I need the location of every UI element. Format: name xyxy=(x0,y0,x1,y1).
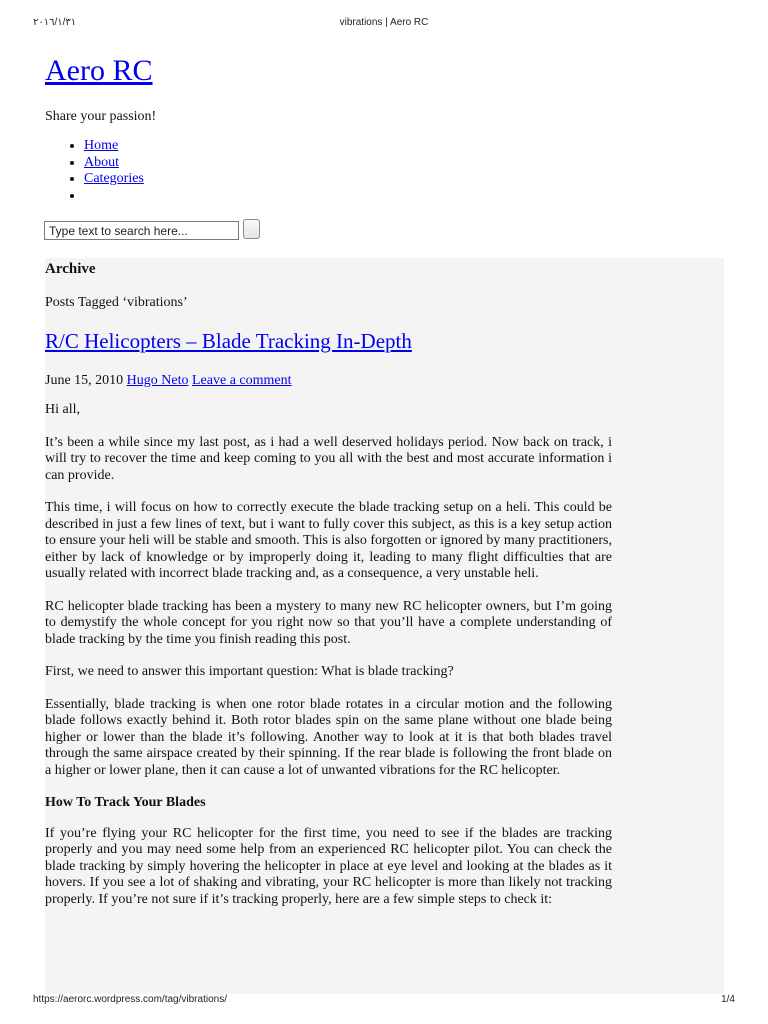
nav-item-about xyxy=(84,155,144,172)
archive-heading: Archive xyxy=(45,261,96,277)
post-title xyxy=(45,327,412,355)
print-url: https://aerorc.wordpress.com/tag/vibrations/ xyxy=(33,994,227,1005)
post-date: June 15, 2010 xyxy=(45,373,124,388)
print-page-title: vibrations | Aero RC xyxy=(339,17,429,28)
site-title xyxy=(45,52,153,90)
post-paragraph: It’s been a while since my last post, as i had a well deserved holidays period. Now back on track, i will try to recover the time and keep coming to you all with the best and most accurate information i can provide. xyxy=(45,434,612,483)
search-input[interactable] xyxy=(44,221,239,240)
nav-link-about[interactable]: About xyxy=(84,154,119,170)
post-paragraph: First, we need to answer this important question: What is blade tracking? xyxy=(45,664,454,679)
print-date: ٢٠١٦/١/٣١ xyxy=(33,17,77,28)
posts-tagged-label: Posts Tagged ‘vibrations’ xyxy=(45,295,188,310)
post-paragraph: This time, i will focus on how to correctly execute the blade tracking setup on a heli. This could be described in just a few lines of text, but i want to fully cover this subject, as this is a key setup action to ensure your heli will be stable and smooth. This is also forgotten or ignored by many practitioners, either by lack of knowledge or by improperly doing it, leading to many flight difficulties that are usually related with incorrect blade tracking and, as a consequence, a very unstable heli. xyxy=(45,500,612,581)
nav-link-home[interactable]: Home xyxy=(84,138,119,153)
print-page-count: 1/4 xyxy=(721,994,735,1005)
site-title-link[interactable]: Aero RC xyxy=(45,54,153,87)
nav-item-home xyxy=(84,138,144,155)
nav-item-empty xyxy=(84,188,144,205)
post-paragraph: Hi all, xyxy=(45,402,80,417)
main-nav xyxy=(45,138,144,204)
site-tagline: Share your passion! xyxy=(45,109,157,124)
print-footer xyxy=(33,994,735,1008)
post-subheading: How To Track Your Blades xyxy=(45,795,206,810)
print-header xyxy=(33,17,735,31)
post-title-link[interactable]: R/C Helicopters – Blade Tracking In-Depth xyxy=(45,329,412,353)
post-paragraph: RC helicopter blade tracking has been a mystery to many new RC helicopter owners, but I’m going to demystify the whole concept for you right now so that you’ll have a complete understanding of blade tracking by the time you finish reading this post. xyxy=(45,598,612,647)
search-button[interactable] xyxy=(243,219,260,239)
post-paragraph: Essentially, blade tracking is when one rotor blade rotates in a circular motion and the following blade follows exactly behind it. Both rotor blades spin on the same plane without one blade being higher or lower than the blade it’s following. Another way to look at it is that both blades travel through the same airspace created by their spinning. If the rear blade is following the front blade on a higher or lower plane, then it can cause a lot of unwanted vibrations for the RC helicopter. xyxy=(45,696,612,778)
post-paragraph: If you’re flying your RC helicopter for the first time, you need to see if the blades are tracking properly and you may need some help from an experienced RC helicopter pilot. You can check the blade tracking by simply hovering the helicopter in place at eye level and looking at the blades as it hovers. If you see a lot of shaking and vibrating, your RC helicopter is more than likely not tracking properly. If you’re not sure if it’s tracking properly, here are a few simple steps to check it: xyxy=(45,825,612,907)
post-content xyxy=(45,402,612,924)
nav-item-categories xyxy=(84,171,144,188)
post-author-link[interactable]: Hugo Neto xyxy=(126,373,189,388)
leave-comment-link[interactable]: Leave a comment xyxy=(192,373,292,388)
post-meta xyxy=(45,372,292,390)
nav-link-categories[interactable]: Categories xyxy=(84,171,144,186)
